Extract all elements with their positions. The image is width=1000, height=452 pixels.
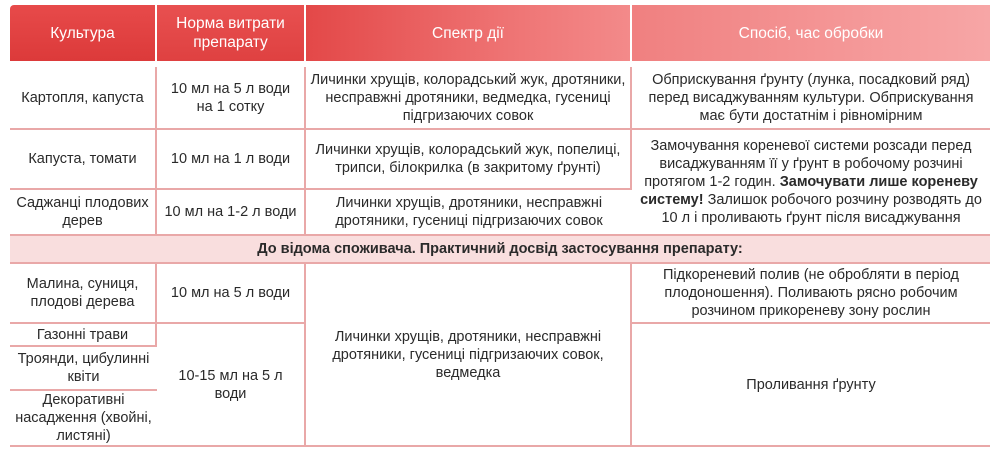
cell-crop: Декоративні насадження (хвойні, листяні) — [10, 391, 157, 447]
cell-spectrum: Личинки хрущів, дротяники, несправжні дротяники, гусениці підгризаючих совок — [306, 190, 632, 236]
table-header-row — [10, 5, 990, 61]
cell-rate: 10 мл на 1 л води — [157, 130, 306, 190]
cell-crop: Картопля, капуста — [10, 67, 157, 130]
table-row — [10, 67, 990, 130]
pesticide-table-container — [10, 5, 1000, 452]
cell-spectrum: Личинки хрущів, дротяники, несправжні дротяники, гусениці підгризаючих совок, ведмедка — [306, 264, 632, 447]
cell-spectrum: Личинки хрущів, колорадський жук, дротяники, несправжні дротяники, ведмедка, гусениці підгризаючих совок — [306, 67, 632, 130]
header-rate: Норма витрати препарату — [157, 5, 306, 61]
info-band-row — [10, 236, 990, 264]
cell-spectrum: Личинки хрущів, колорадський жук, попелиці, трипси, білокрилка (в закритому ґрунті) — [306, 130, 632, 190]
cell-method: Підкореневий полив (не обробляти в період плодоношення). Поливають рясно робочим розчином прикореневу зону рослин — [632, 264, 990, 324]
header-spectrum: Спектр дії — [306, 5, 632, 61]
table-row — [10, 264, 990, 324]
header-method: Спосіб, час обробки — [632, 5, 990, 61]
method-text-part1: Замочування кореневої системи розсади перед висаджуванням її у ґрунт в робочому розчині протягом 1-2 годин. — [644, 138, 972, 190]
cell-method: Обприскування ґрунту (лунка, посадковий ряд) перед висаджуванням культури. Обприскування має бути достатнім і рівномірним — [632, 67, 990, 130]
cell-crop: Капуста, томати — [10, 130, 157, 190]
cell-rate: 10-15 мл на 5 л води — [157, 324, 306, 447]
table-row — [10, 130, 990, 190]
cell-crop: Саджанці плодових дерев — [10, 190, 157, 236]
cell-crop: Малина, суниця, плодові дерева — [10, 264, 157, 324]
cell-method: Проливання ґрунту — [632, 324, 990, 447]
method-text-part2: Залишок робочого розчину розводять до 10 л і проливають ґрунт після висаджування — [661, 192, 982, 226]
cell-rate: 10 мл на 5 л води на 1 сотку — [157, 67, 306, 130]
cell-method — [632, 130, 990, 236]
cell-rate: 10 мл на 5 л води — [157, 264, 306, 324]
header-crop: Культура — [10, 5, 157, 61]
pesticide-usage-table — [10, 5, 990, 447]
method-warning-bold: Замочувати лише кореневу систему! — [640, 174, 978, 208]
info-band: До відома споживача. Практичний досвід застосування препарату: — [10, 236, 990, 264]
cell-rate: 10 мл на 1-2 л води — [157, 190, 306, 236]
cell-crop: Троянди, цибулинні квіти — [10, 347, 157, 391]
cell-crop: Газонні трави — [10, 324, 157, 347]
